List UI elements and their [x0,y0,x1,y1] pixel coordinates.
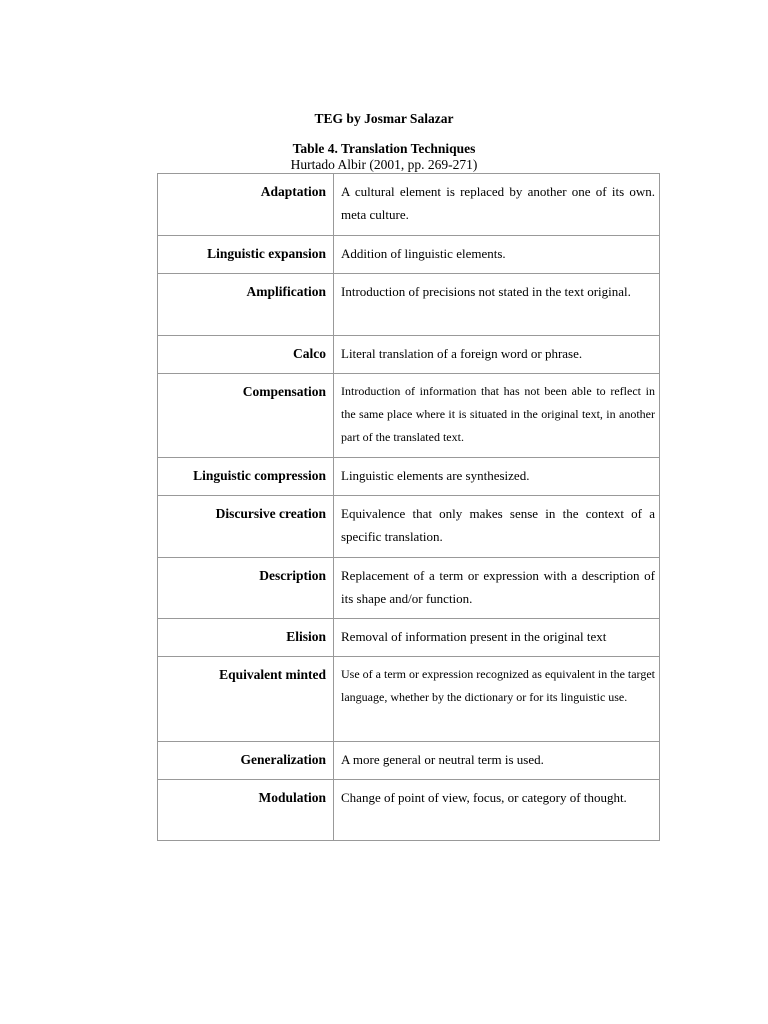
technique-term: Equivalent minted [158,657,334,742]
technique-term: Calco [158,336,334,374]
technique-definition: Literal translation of a foreign word or phrase. [334,336,660,374]
technique-definition: A more general or neutral term is used. [334,742,660,780]
technique-term: Description [158,558,334,619]
technique-term: Elision [158,619,334,657]
technique-definition: Addition of linguistic elements. [334,236,660,274]
translation-techniques-table [157,173,660,841]
table-row [158,742,660,780]
table-row [158,174,660,236]
technique-term: Linguistic compression [158,458,334,496]
technique-definition: Introduction of information that has not been able to reflect in the same place where it is situated in the original text, in another part of the translated text. [334,374,660,458]
table-row [158,236,660,274]
table-row [158,619,660,657]
table-row [158,780,660,841]
technique-definition: Replacement of a term or expression with a description of its shape and/or function. [334,558,660,619]
technique-definition: Introduction of precisions not stated in the text original. [334,274,660,336]
table-row [158,657,660,742]
technique-definition: Change of point of view, focus, or category of thought. [334,780,660,841]
technique-definition: Removal of information present in the original text [334,619,660,657]
table-row [158,458,660,496]
table-row [158,274,660,336]
technique-definition: Use of a term or expression recognized as equivalent in the target language, whether by the dictionary or for its linguistic use. [334,657,660,742]
table-row [158,336,660,374]
technique-definition: Equivalence that only makes sense in the context of a specific translation. [334,496,660,558]
document-title: TEG by Josmar Salazar [314,111,454,126]
table-row [158,496,660,558]
technique-definition: A cultural element is replaced by another one of its own. meta culture. [334,174,660,236]
technique-term: Generalization [158,742,334,780]
table-caption: Table 4. Translation Techniques [292,141,476,156]
technique-term: Discursive creation [158,496,334,558]
technique-term: Amplification [158,274,334,336]
technique-term: Compensation [158,374,334,458]
table-source: Hurtado Albir (2001, pp. 269-271) [290,157,478,172]
technique-definition: Linguistic elements are synthesized. [334,458,660,496]
table-row [158,374,660,458]
technique-term: Modulation [158,780,334,841]
table-row [158,558,660,619]
technique-term: Adaptation [158,174,334,236]
technique-term: Linguistic expansion [158,236,334,274]
